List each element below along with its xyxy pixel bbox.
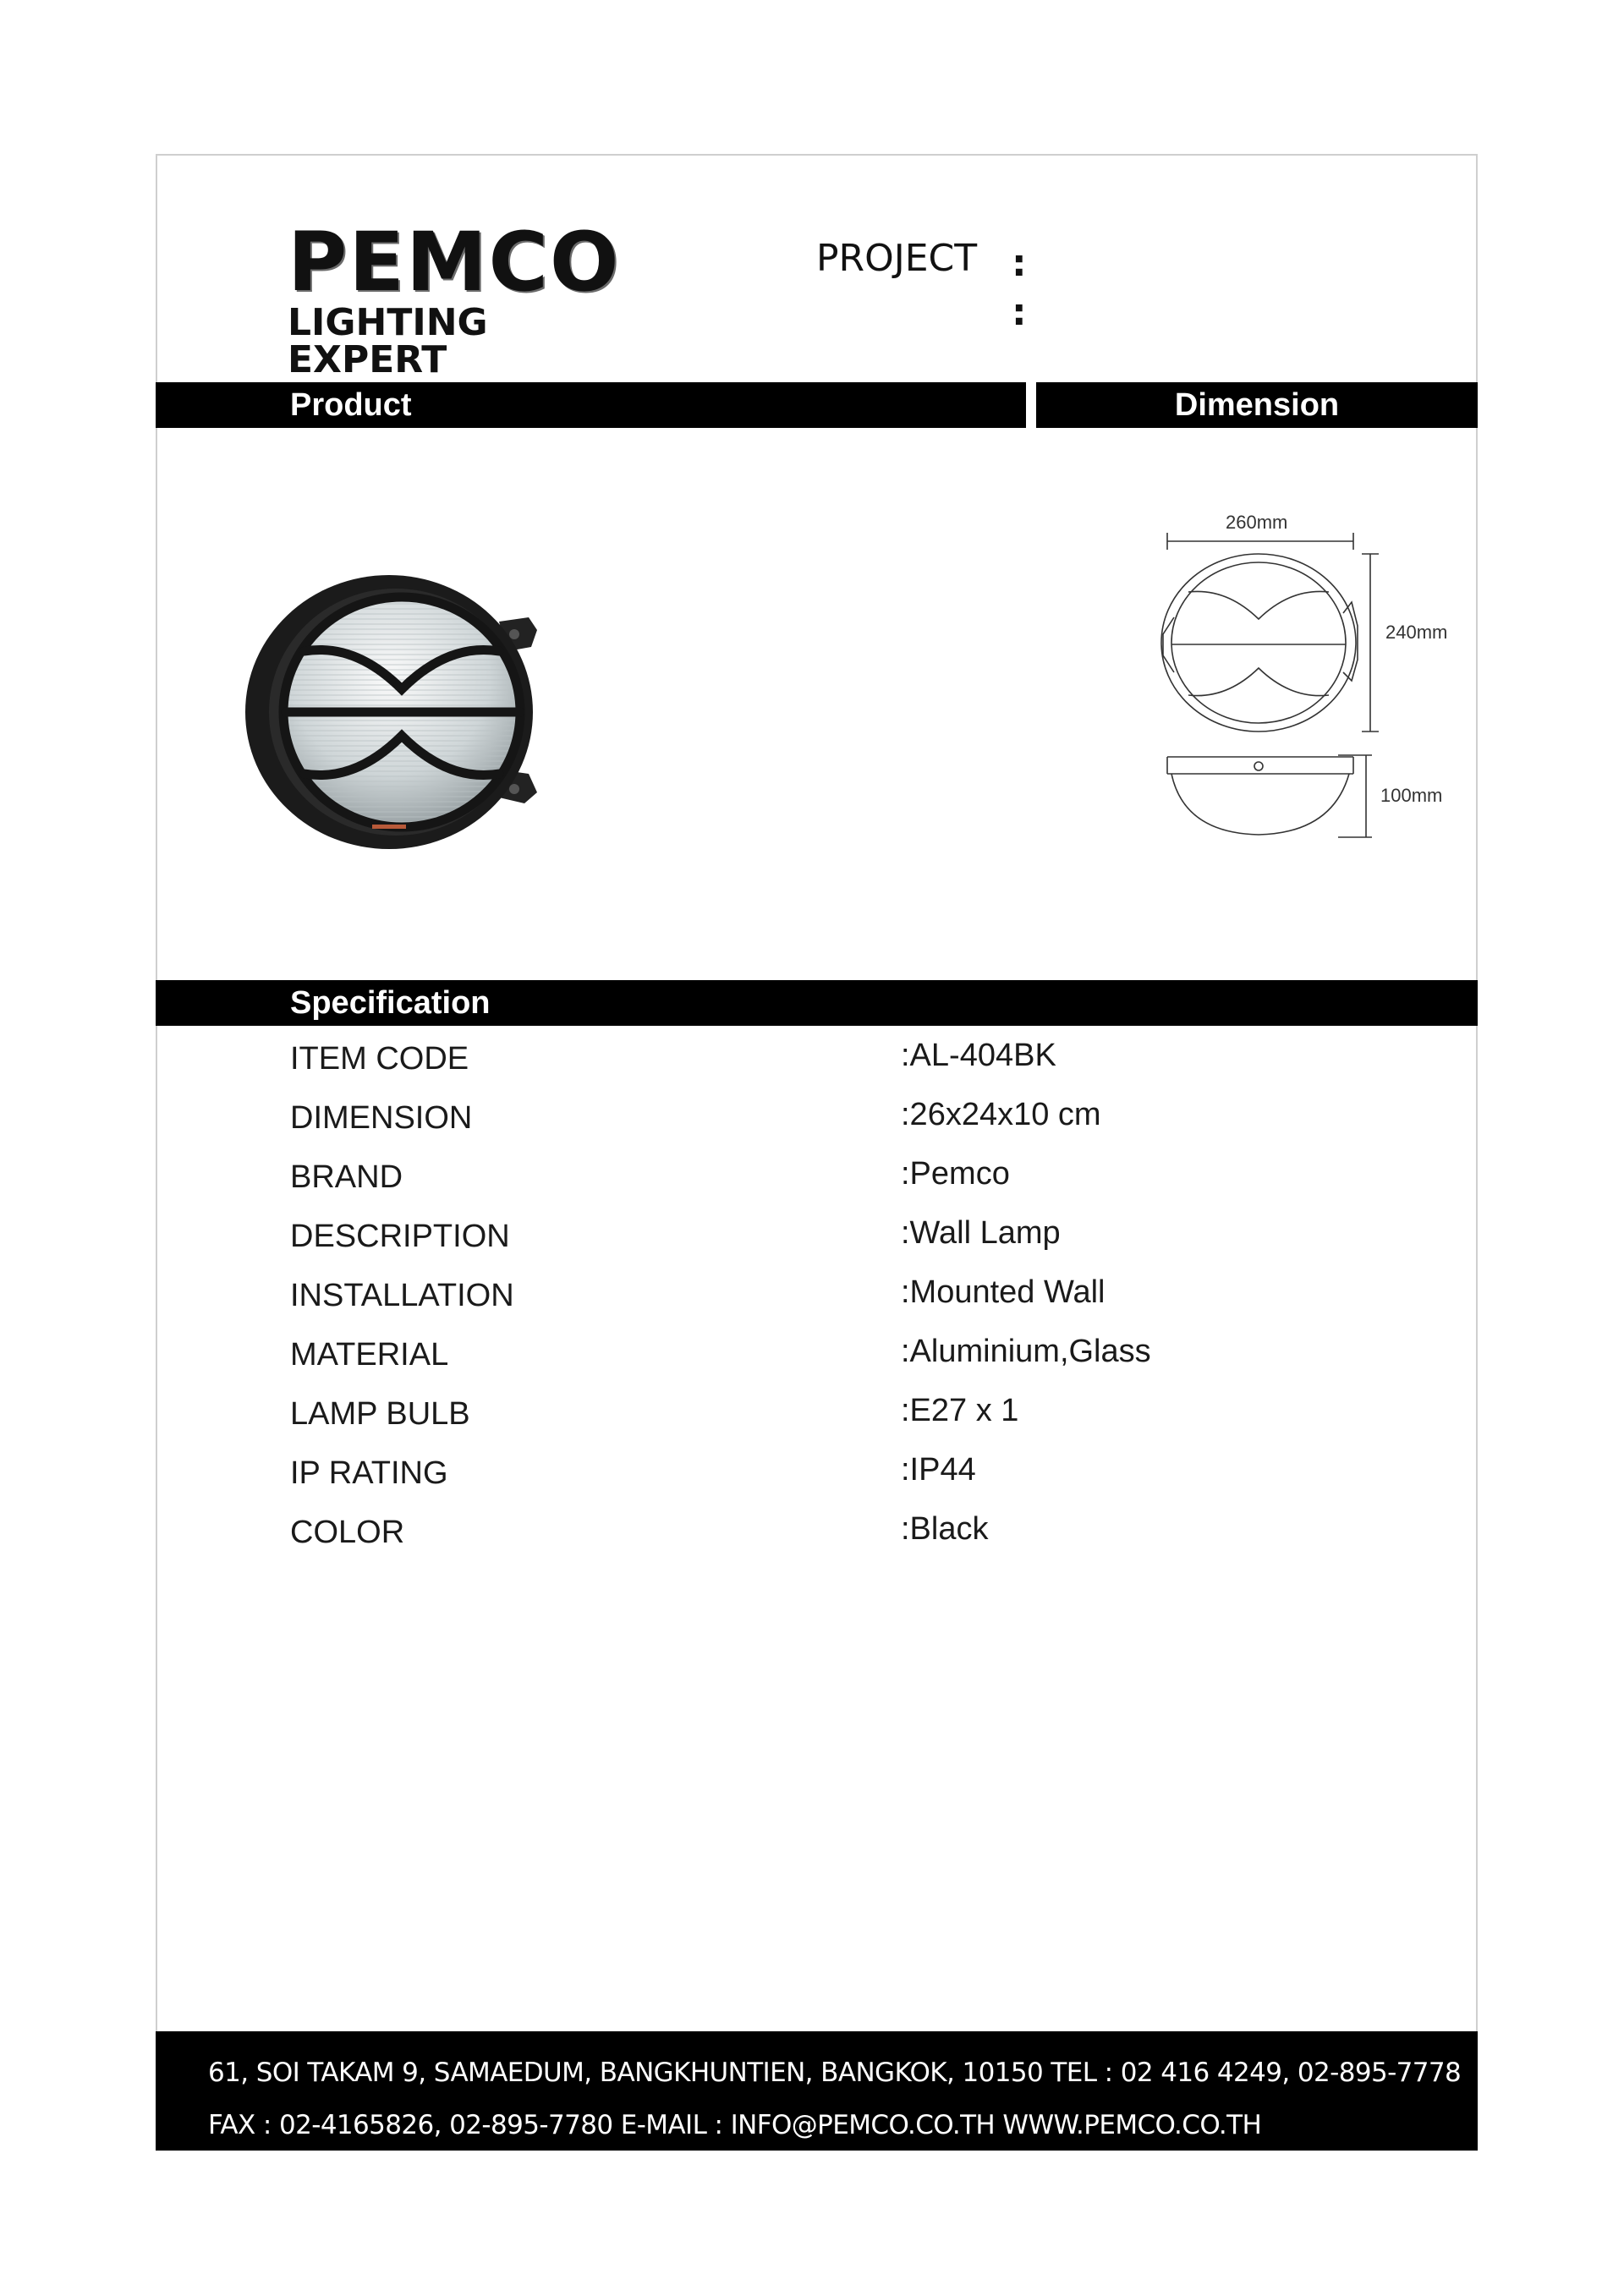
spec-row <box>290 1389 1221 1449</box>
brand-tagline: LIGHTING EXPERT <box>288 301 488 381</box>
spec-row <box>290 1093 1221 1153</box>
spec-label: COLOR <box>290 1515 405 1550</box>
spec-label: DIMENSION <box>290 1100 473 1136</box>
spec-value: :Mounted Wall <box>901 1274 1106 1310</box>
spec-row <box>290 1034 1221 1093</box>
project-colon-1: : <box>1012 242 1027 285</box>
spec-row <box>290 1212 1221 1271</box>
spec-value: :26x24x10 cm <box>901 1097 1101 1132</box>
spec-value: :Pemco <box>901 1156 1010 1192</box>
spec-label: BRAND <box>290 1159 403 1195</box>
dimension-section-header: Dimension <box>1036 382 1478 428</box>
specification-section-header: Specification <box>156 980 1478 1026</box>
footer-address: 61, SOI TAKAM 9, SAMAEDUM, BANGKHUNTIEN, BANGKOK, 10150 TEL : 02 416 4249, 02-895-7778 <box>208 2058 1462 2088</box>
spec-row <box>290 1508 1221 1567</box>
spec-row <box>290 1330 1221 1389</box>
footer-contact <box>156 2031 1478 2151</box>
spec-row <box>290 1153 1221 1212</box>
project-label: PROJECT <box>816 237 978 280</box>
spec-value: :E27 x 1 <box>901 1393 1019 1428</box>
spec-label: LAMP BULB <box>290 1396 470 1432</box>
dimension-height-label: 240mm <box>1385 622 1448 643</box>
product-section-header: Product <box>156 382 1026 428</box>
spec-row <box>290 1271 1221 1330</box>
spec-value: :Wall Lamp <box>901 1215 1061 1251</box>
specification-table <box>290 1034 1221 1567</box>
dimension-width-label: 260mm <box>1226 512 1288 533</box>
dimension-depth-label: 100mm <box>1380 785 1443 806</box>
spec-value: :Aluminium,Glass <box>901 1334 1151 1369</box>
brand-name: PEMCO <box>288 215 621 310</box>
spec-value: :AL-404BK <box>901 1038 1056 1073</box>
brand-logo <box>288 215 643 381</box>
spec-row <box>290 1449 1221 1508</box>
spec-value: :Black <box>901 1511 989 1547</box>
project-colon-2: : <box>1012 291 1027 334</box>
spec-label: INSTALLATION <box>290 1278 514 1313</box>
wall-lamp-image <box>245 571 558 854</box>
spec-label: ITEM CODE <box>290 1041 469 1077</box>
spec-value: :IP44 <box>901 1452 976 1488</box>
footer-fax-email: FAX : 02-4165826, 02-895-7780 E-MAIL : INFO@PEMCO.CO.TH WWW.PEMCO.CO.TH <box>208 2110 1262 2140</box>
spec-label: DESCRIPTION <box>290 1219 510 1254</box>
spec-label: IP RATING <box>290 1455 448 1491</box>
spec-label: MATERIAL <box>290 1337 449 1373</box>
